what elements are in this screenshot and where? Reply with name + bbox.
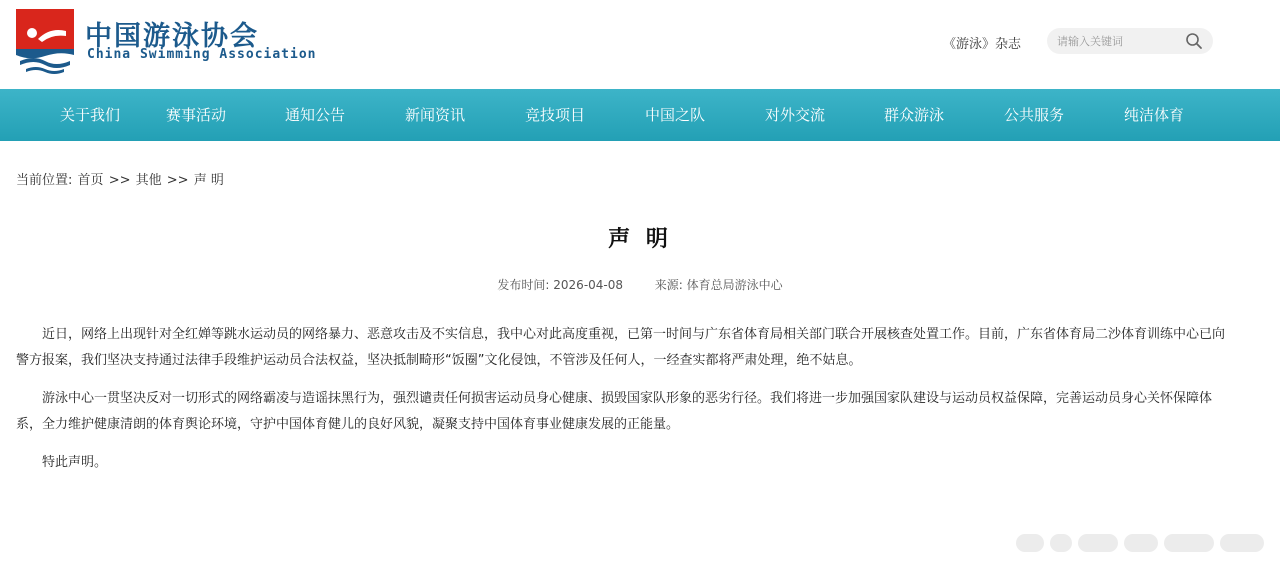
source-label: 来源: xyxy=(654,278,683,292)
nav-item-public-service[interactable]: 公共服务 xyxy=(1003,106,1064,124)
breadcrumb-prefix: 当前位置: xyxy=(16,173,73,188)
article-paragraph: 特此声明。 xyxy=(42,455,108,470)
nav-item-public-swimming[interactable]: 群众游泳 xyxy=(883,106,944,124)
breadcrumb-separator: >> xyxy=(108,173,131,188)
logo-chinese-name[interactable]: 中国游泳协会 xyxy=(85,21,259,52)
logo-english-name[interactable]: China Swimming Association xyxy=(87,47,317,62)
article-paragraph: 游泳中心一贯坚决反对一切形式的网络霸凌与造谣抹黑行为，强烈谴责任何损害运动员身心健康、损毁国家队形象的恶劣行径。我们将进一步加强国家队建设与运动员权益保障，完善运动员身心关怀保障体系，全力维护健康清朗的体育舆论环境，守护中国体育健儿的良好风貌，凝聚支持中国体育事业健康发展的正能量。 xyxy=(16,391,1213,432)
main-nav xyxy=(0,89,1280,141)
breadcrumb-current: 声 明 xyxy=(193,173,224,188)
search-icon[interactable] xyxy=(1185,32,1203,50)
site-header xyxy=(0,0,1280,88)
nav-item-about[interactable]: 关于我们 xyxy=(59,106,120,124)
breadcrumb xyxy=(16,169,225,188)
publish-date-label: 发布时间: xyxy=(497,278,550,292)
nav-item-clean-sport[interactable]: 纯洁体育 xyxy=(1123,106,1184,124)
watermark-icon xyxy=(1016,528,1266,558)
search-input[interactable] xyxy=(1057,32,1177,50)
publish-date: 2026-04-08 xyxy=(553,278,624,292)
page-title: 声 明 xyxy=(608,227,672,252)
article-paragraph: 近日，网络上出现针对全红婵等跳水运动员的网络暴力、恶意攻击及不实信息，我中心对此高度重视，已第一时间与广东省体育局相关部门联合开展核查处置工作。目前，广东省体育局二沙体育训练中心已向警方报案，我们坚决支持通过法律手段维护运动员合法权益，坚决抵制畸形“饭圈”文化侵蚀，不管涉及任何人，一经查实都将严肃处理，绝不姑息。 xyxy=(16,327,1226,368)
nav-item-exchange[interactable]: 对外交流 xyxy=(764,106,825,124)
breadcrumb-category-link[interactable]: 其他 xyxy=(135,173,162,188)
swimming-association-logo-icon[interactable] xyxy=(16,9,74,75)
breadcrumb-home-link[interactable]: 首页 xyxy=(77,173,104,188)
nav-item-notices[interactable]: 通知公告 xyxy=(284,106,345,124)
magazine-link[interactable]: 《游泳》杂志 xyxy=(943,37,1022,52)
article-meta xyxy=(0,276,1280,293)
breadcrumb-separator: >> xyxy=(166,173,189,188)
search-box xyxy=(1047,28,1213,54)
nav-item-news[interactable]: 新闻资讯 xyxy=(404,106,465,124)
article-body xyxy=(16,322,1228,488)
nav-item-competition[interactable]: 竞技项目 xyxy=(524,106,585,124)
source-value: 体育总局游泳中心 xyxy=(686,278,783,292)
nav-item-events[interactable]: 赛事活动 xyxy=(165,106,226,124)
nav-item-national-team[interactable]: 中国之队 xyxy=(644,106,705,124)
